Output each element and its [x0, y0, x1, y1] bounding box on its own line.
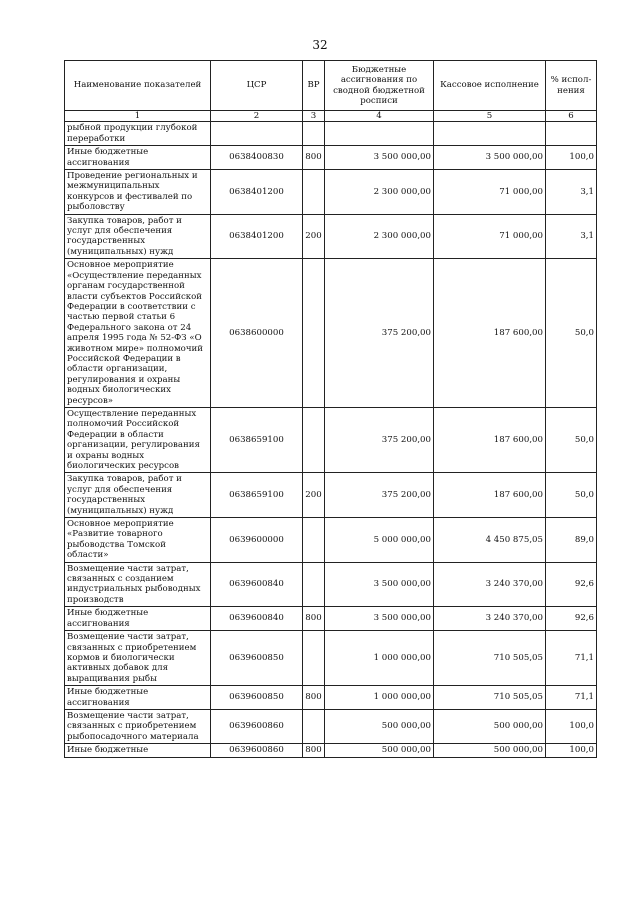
- row-name: Основное мероприятие «Развитие товарного рыбоводства Томской области»: [65, 518, 211, 563]
- row-cash: 3 240 370,00: [434, 562, 546, 607]
- row-percent: 71,1: [546, 686, 597, 710]
- column-number-row: [65, 111, 597, 122]
- row-budget: 2 300 000,00: [325, 170, 434, 215]
- row-vr: 800: [303, 146, 325, 170]
- row-name: Иные бюджетные ассигнования: [65, 146, 211, 170]
- row-code: 0639600000: [211, 518, 303, 563]
- row-cash: 71 000,00: [434, 170, 546, 215]
- row-name: Осуществление переданных полномочий Российской Федерации в области организации, регулирования и охраны водных биологических ресурсов: [65, 407, 211, 472]
- row-budget: 375 200,00: [325, 407, 434, 472]
- row-budget: 5 000 000,00: [325, 518, 434, 563]
- row-code: [211, 122, 303, 146]
- row-name: Иные бюджетные: [65, 744, 211, 757]
- row-vr: [303, 122, 325, 146]
- header-cash: Кассовое исполнение: [434, 61, 546, 111]
- row-name: Основное мероприятие «Осуществление переданных органам государственной власти субъектов Российской Федерации в соответствии с частью первой статьи 6 Федерального закона от 24 апреля 1995 года № 52-ФЗ «О животном мире» полномочий Российской Федерации в области организации, регулирования и охраны водных биологических ресурсов»: [65, 259, 211, 408]
- row-name: рыбной продукции глубокой переработки: [65, 122, 211, 146]
- table-row: [65, 607, 597, 631]
- row-percent: 100,0: [546, 744, 597, 757]
- row-percent: 92,6: [546, 607, 597, 631]
- row-budget: 1 000 000,00: [325, 686, 434, 710]
- row-budget: 1 000 000,00: [325, 631, 434, 686]
- row-vr: 800: [303, 607, 325, 631]
- row-code: 0639600840: [211, 607, 303, 631]
- row-budget: [325, 122, 434, 146]
- row-code: 0638600000: [211, 259, 303, 408]
- row-name: Возмещение части затрат, связанных с приобретением рыбопосадочного материала: [65, 709, 211, 743]
- row-code: 0638401200: [211, 214, 303, 259]
- page-number: 32: [312, 38, 328, 52]
- table-row: [65, 473, 597, 518]
- row-name: Закупка товаров, работ и услуг для обеспечения государственных (муниципальных) нужд: [65, 473, 211, 518]
- row-percent: 50,0: [546, 259, 597, 408]
- column-number: 3: [303, 111, 325, 122]
- row-vr: 800: [303, 744, 325, 757]
- column-number: 1: [65, 111, 211, 122]
- header-percent: % испол-нения: [546, 61, 597, 111]
- row-vr: [303, 259, 325, 408]
- row-percent: 50,0: [546, 407, 597, 472]
- row-name: Закупка товаров, работ и услуг для обеспечения государственных (муниципальных) нужд: [65, 214, 211, 259]
- row-percent: 92,6: [546, 562, 597, 607]
- row-vr: [303, 518, 325, 563]
- row-vr: 800: [303, 686, 325, 710]
- column-number: 5: [434, 111, 546, 122]
- row-cash: 500 000,00: [434, 709, 546, 743]
- row-budget: 3 500 000,00: [325, 146, 434, 170]
- header-name: Наименование показателей: [65, 61, 211, 111]
- table-row: [65, 407, 597, 472]
- row-cash: 3 500 000,00: [434, 146, 546, 170]
- row-percent: [546, 122, 597, 146]
- table-row: [65, 709, 597, 743]
- row-code: 0638401200: [211, 170, 303, 215]
- row-name: Возмещение части затрат, связанных с приобретением кормов и биологически активных добавок для выращивания рыбы: [65, 631, 211, 686]
- row-code: 0639600850: [211, 686, 303, 710]
- row-cash: [434, 122, 546, 146]
- row-name: Проведение региональных и межмуниципальных конкурсов и фестивалей по рыболовству: [65, 170, 211, 215]
- row-code: 0639600840: [211, 562, 303, 607]
- row-code: 0639600850: [211, 631, 303, 686]
- row-vr: [303, 631, 325, 686]
- row-cash: 710 505,05: [434, 686, 546, 710]
- table-row: [65, 146, 597, 170]
- row-percent: 3,1: [546, 170, 597, 215]
- table-row: [65, 562, 597, 607]
- row-cash: 3 240 370,00: [434, 607, 546, 631]
- row-vr: [303, 709, 325, 743]
- row-budget: 3 500 000,00: [325, 562, 434, 607]
- row-budget: 375 200,00: [325, 473, 434, 518]
- table-row: [65, 518, 597, 563]
- row-vr: [303, 562, 325, 607]
- table-row: [65, 631, 597, 686]
- row-name: Возмещение части затрат, связанных с созданием индустриальных рыбоводных производств: [65, 562, 211, 607]
- column-number: 2: [211, 111, 303, 122]
- row-name: Иные бюджетные ассигнования: [65, 686, 211, 710]
- row-budget: 500 000,00: [325, 744, 434, 757]
- row-percent: 71,1: [546, 631, 597, 686]
- row-percent: 100,0: [546, 709, 597, 743]
- header-budget: Бюджетные ассигнования по сводной бюджетной росписи: [325, 61, 434, 111]
- row-cash: 500 000,00: [434, 744, 546, 757]
- header-vr: ВР: [303, 61, 325, 111]
- table-row: [65, 744, 597, 757]
- header-code: ЦСР: [211, 61, 303, 111]
- row-percent: 100,0: [546, 146, 597, 170]
- row-cash: 187 600,00: [434, 473, 546, 518]
- row-budget: 3 500 000,00: [325, 607, 434, 631]
- column-number: 4: [325, 111, 434, 122]
- row-cash: 710 505,05: [434, 631, 546, 686]
- row-percent: 89,0: [546, 518, 597, 563]
- table-row: [65, 122, 597, 146]
- table-row: [65, 686, 597, 710]
- row-cash: 4 450 875,05: [434, 518, 546, 563]
- row-vr: 200: [303, 473, 325, 518]
- row-vr: 200: [303, 214, 325, 259]
- row-cash: 187 600,00: [434, 259, 546, 408]
- table-row: [65, 170, 597, 215]
- row-vr: [303, 170, 325, 215]
- row-budget: 500 000,00: [325, 709, 434, 743]
- row-code: 0639600860: [211, 709, 303, 743]
- row-code: 0638659100: [211, 473, 303, 518]
- row-name: Иные бюджетные ассигнования: [65, 607, 211, 631]
- row-vr: [303, 407, 325, 472]
- row-cash: 71 000,00: [434, 214, 546, 259]
- row-budget: 2 300 000,00: [325, 214, 434, 259]
- budget-table: [64, 60, 597, 758]
- row-code: 0639600860: [211, 744, 303, 757]
- row-cash: 187 600,00: [434, 407, 546, 472]
- column-number: 6: [546, 111, 597, 122]
- row-percent: 50,0: [546, 473, 597, 518]
- row-budget: 375 200,00: [325, 259, 434, 408]
- row-percent: 3,1: [546, 214, 597, 259]
- header-row: [65, 61, 597, 111]
- row-code: 0638400830: [211, 146, 303, 170]
- row-code: 0638659100: [211, 407, 303, 472]
- table-row: [65, 214, 597, 259]
- table-row: [65, 259, 597, 408]
